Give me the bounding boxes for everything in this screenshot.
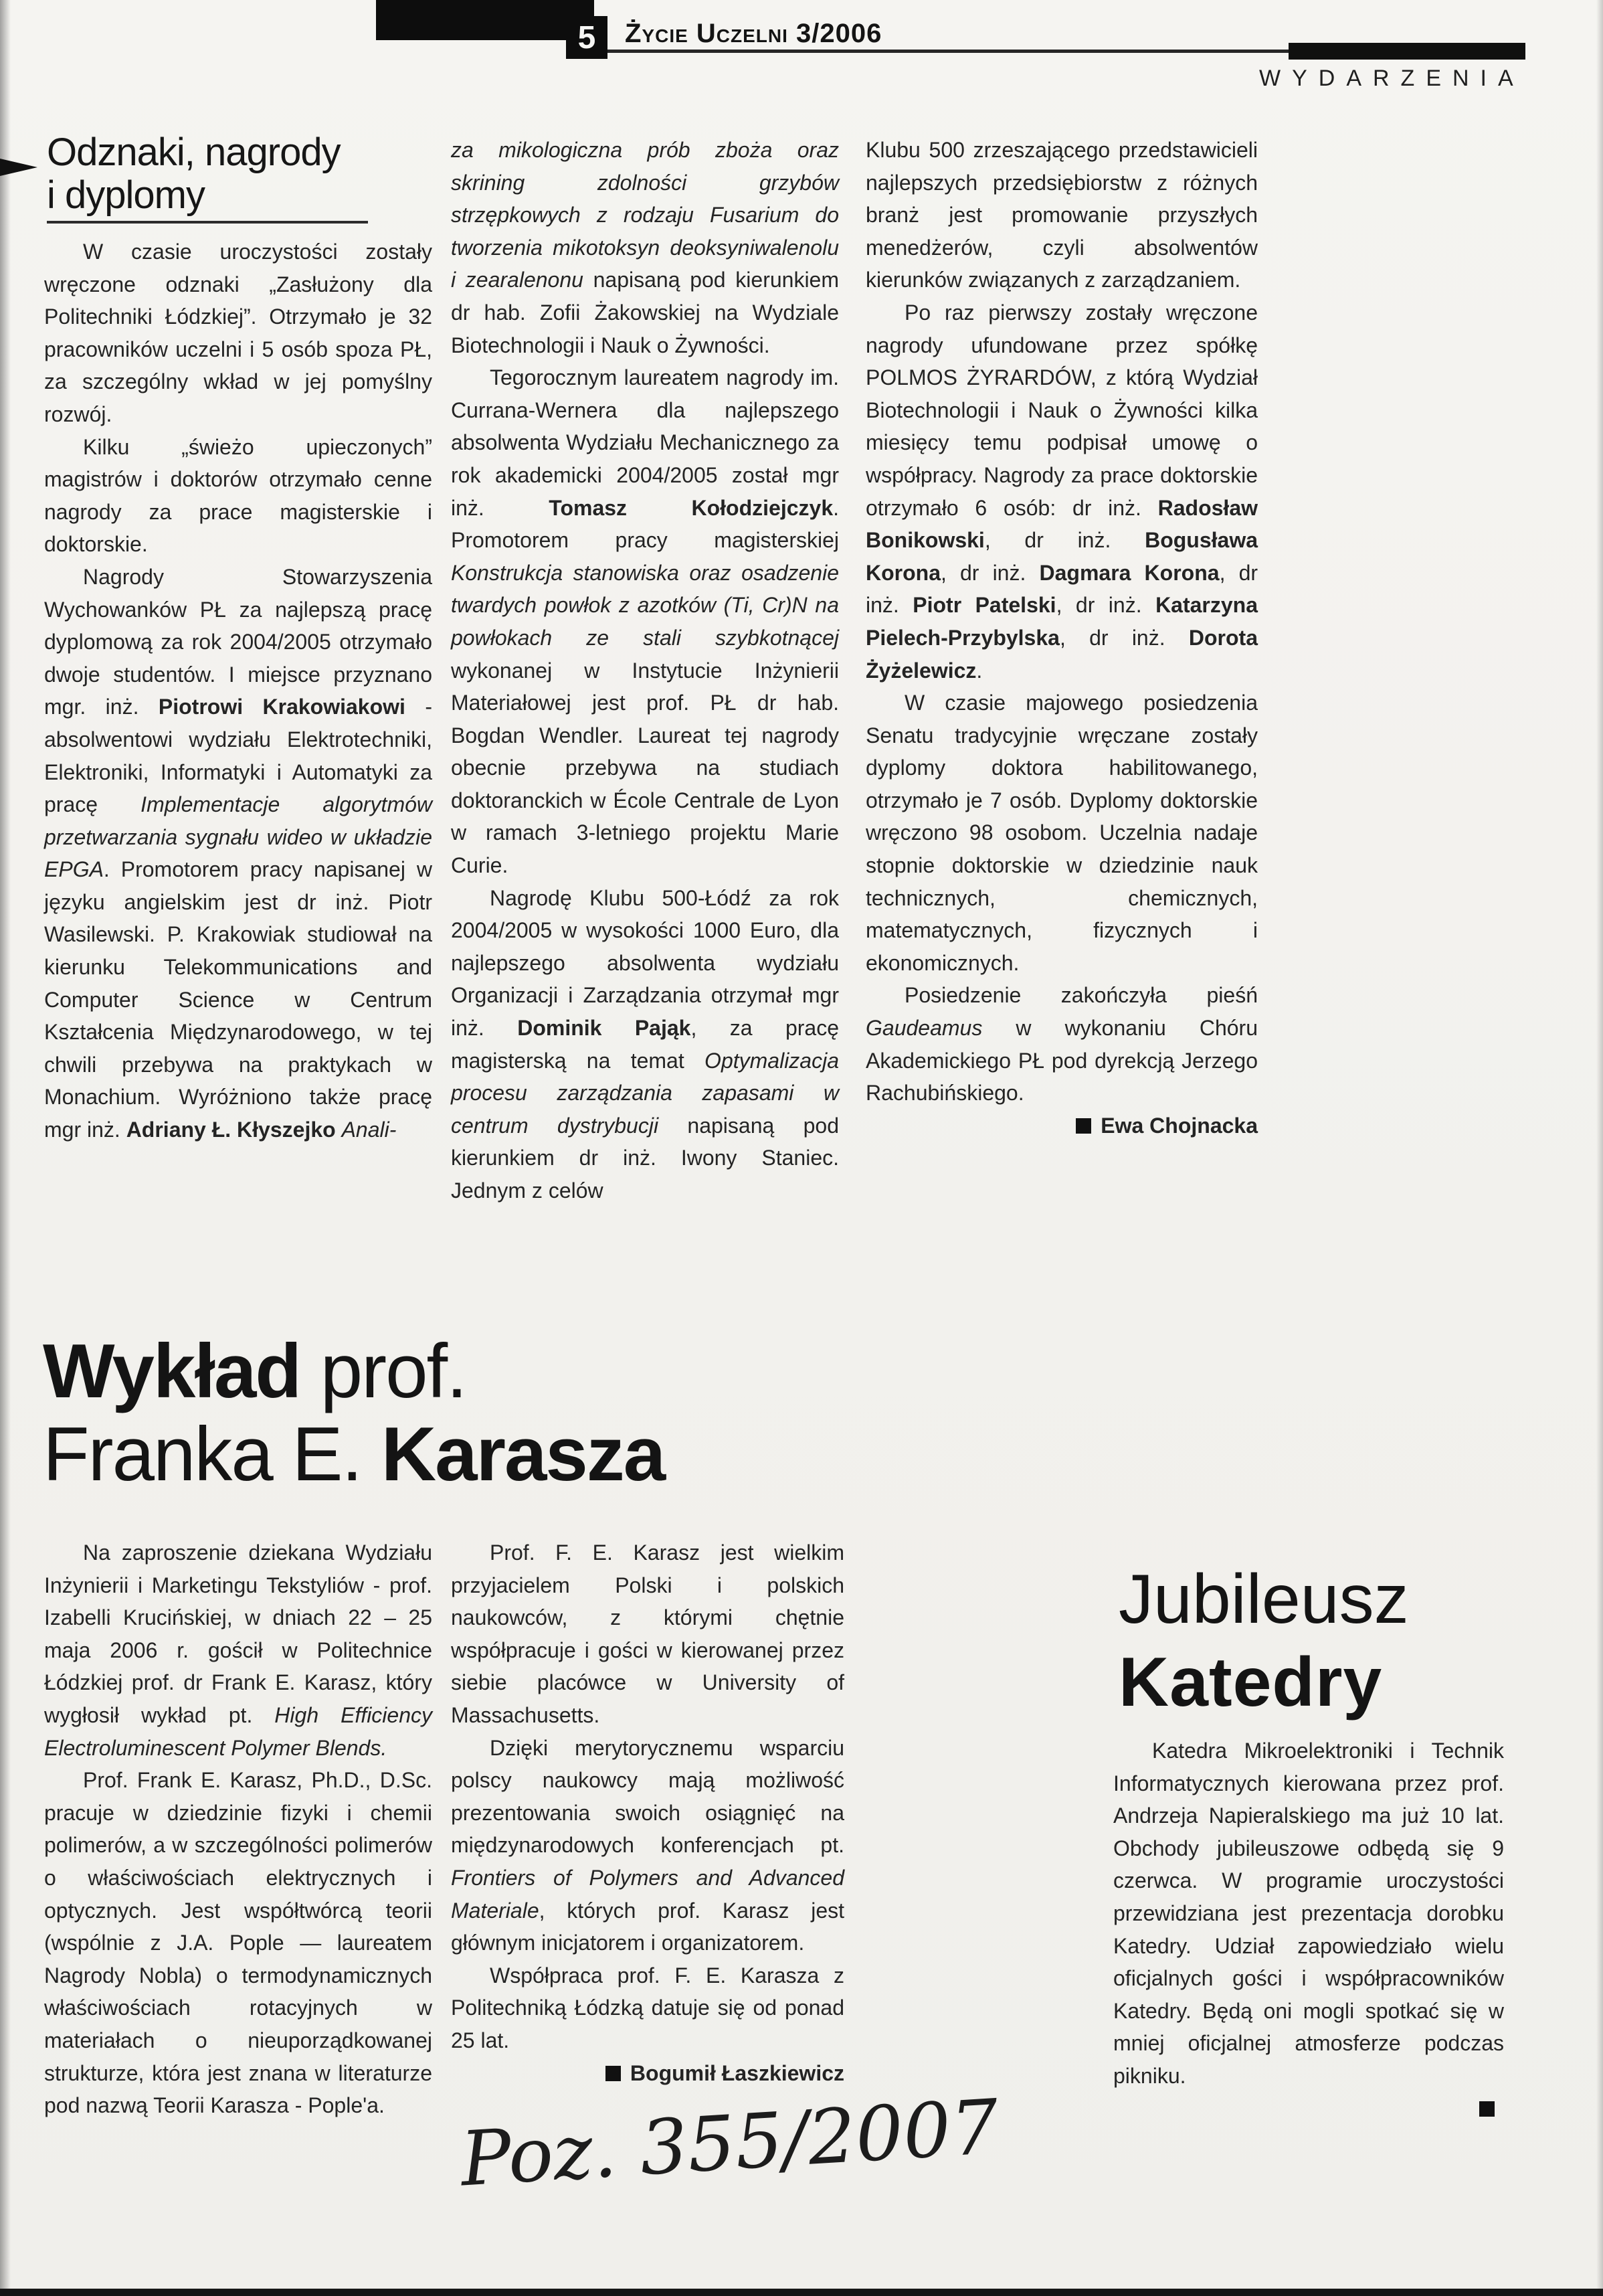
paragraph: Katedra Mikroelektroniki i Technik Informatycznych kierowana przez prof. Andrzeja Napieralskiego ma już 10 lat. Obchody jubileuszowe odbędą się 9 czerwca. W programie uroczystości przewidziana jest prezentacja dorobku Katedry. Udział zapowiedziało wielu oficjalnych gości i współpracowników Katedry. Będą oni mogli spotkać się w mniej oficjalnej atmosferze podczas pikniku. bbox=[1113, 1739, 1504, 2088]
paragraph: Nagrodę Klubu 500-Łódź za rok 2004/2005 w wysokości 1000 Euro, dla najlepszego absolwenta wydziału Organizacji i Zarządzania otrzymał mgr inż. Dominik Pająk, za pracę magisterską na temat Optymalizacja procesu zarządzania zapasami w centrum dystrybucji napisaną pod kierunkiem dr inż. Iwony Staniec. Jednym z celów bbox=[451, 885, 840, 1203]
paragraph: W czasie majowego posiedzenia Senatu tradycyjnie wręczane zostały dyplomy doktora habilitowanego, otrzymało je 7 osób. Dyplomy doktorskie wręczono 98 osobom. Uczelnia nadaje stopnie doktorskie w dziedzinie nauk technicznych, chemicznych, matematycznych, fizycznych i ekonomicznych. bbox=[866, 691, 1258, 975]
scan-edge-bottom bbox=[0, 2289, 1603, 2296]
article-lecture-headline-line2: Franka E. Karasza bbox=[43, 1412, 665, 1497]
lecture-column-2 bbox=[451, 1536, 844, 2089]
article-jubilee-headline-line2: Katedry bbox=[1119, 1644, 1383, 1721]
section-rule bbox=[1289, 43, 1525, 60]
header-rule bbox=[607, 50, 1290, 53]
paragraph: Prof. F. E. Karasz jest wielkim przyjacielem Polski i polskich naukowców, z którymi chętnie współpracuje i gości w kierowanej przez siebie placówce w University of Massachusetts. bbox=[451, 1540, 844, 1727]
paragraph: Kilku „świeżo upieczonych” magistrów i doktorów otrzymało cenne nagrody za prace magisterskie i doktorskie. bbox=[44, 434, 432, 557]
article-awards-title-line2: i dyplomy bbox=[47, 173, 205, 217]
signature-line bbox=[1113, 2093, 1504, 2125]
article-jubilee-headline-line1: Jubileusz bbox=[1119, 1561, 1409, 1638]
scan-edge-right bbox=[1596, 0, 1603, 2296]
article-jubilee-headline bbox=[1119, 1558, 1409, 1724]
awards-column-1 bbox=[44, 236, 432, 1146]
paragraph: Po raz pierwszy zostały wręczone nagrody ufundowane przez spółkę POLMOS ŻYRARDÓW, z którą Wydział Biotechnologii i Nauk o Żywności kilka miesięcy temu podpisał umowę o współpracy. Nagrody za prace doktorskie otrzymało 6 osób: dr inż. Radosław Bonikowski, dr inż. Bogusława Korona, dr inż. Dagmara Korona, dr inż. Piotr Patelski, dr inż. Katarzyna Pielech-Przybylska, dr inż. Dorota Żyżelewicz. bbox=[866, 300, 1258, 683]
margin-arrow-icon bbox=[0, 159, 37, 176]
awards-column-2 bbox=[451, 134, 839, 1207]
paragraph: Prof. Frank E. Karasz, Ph.D., D.Sc. pracuje w dziedzinie fizyki i chemii polimerów, a w szczególności polimerów o właściwościach elektrycznych i optycznych. Jest współtwórcą teorii (wspólnie z J.A. Pople — laureatem Nagrody Nobla) o termodynamicznych właściwościach rotacyjnych w materiałach o nieuporządkowanej strukturze, która jest znana w literaturze pod nazwą Teorii Karasza - Pople'a. bbox=[44, 1768, 432, 2118]
section-label: WYDARZENIA bbox=[1259, 66, 1525, 91]
signature-line: Bogumił Łaszkiewicz bbox=[451, 2057, 844, 2090]
end-marker-icon bbox=[605, 2066, 621, 2081]
end-marker-icon bbox=[1076, 1118, 1091, 1134]
paragraph: Klubu 500 zrzeszającego przedstawicieli najlepszych przedsiębiorstw z różnych branż jest promowanie przyszłych menedżerów, czyli absolwentów kierunków związanych z zarządzaniem. bbox=[866, 138, 1258, 292]
article-lecture-headline bbox=[43, 1330, 664, 1496]
paragraph: Współpraca prof. F. E. Karasza z Politechniką Łódzką datuje się od ponad 25 lat. bbox=[451, 1963, 844, 2052]
page-number-badge bbox=[566, 16, 607, 59]
lecture-column-1 bbox=[44, 1536, 432, 2122]
awards-column-3 bbox=[866, 134, 1258, 1142]
article-awards-title bbox=[47, 131, 341, 217]
article-awards-title-line1: Odznaki, nagrody bbox=[47, 130, 341, 174]
paragraph: Na zaproszenie dziekana Wydziału Inżynierii i Marketingu Tekstyliów - prof. Izabelli Krucińskiej, w dniach 22 – 25 maja 2006 r. gościł w Politechnice Łódzkiej prof. dr Frank E. Karasz, który wygłosił wykład pt. High Efficiency Electroluminescent Polymer Blends. bbox=[44, 1540, 433, 1760]
article-awards-title-rule bbox=[47, 221, 368, 224]
header-black-bar bbox=[376, 0, 594, 40]
paragraph: Posiedzenie zakończyła pieśń Gaudeamus w wykonaniu Chóru Akademickiego PŁ pod dyrekcją Jerzego Rachubińskiego. bbox=[866, 983, 1258, 1106]
paragraph: Nagrody Stowarzyszenia Wychowanków PŁ za najlepszą pracę dyplomową za rok 2004/2005 otrzymało dwoje studentów. I miejsce przyznano mgr. inż. Piotrowi Krakowiakowi - absolwentowi wydziału Elektrotechniki, Elektroniki, Informatyki i Automatyki za pracę Implementacje algorytmów przetwarzania sygnału wideo w układzie EPGA. Promotorem pracy napisanej w języku angielskim jest dr inż. Piotr Wasilewski. P. Krakowiak studiował na kierunku Telekommunications and Computer Science w Centrum Kształcenia Międzynarodowego, w tej chwili przebywa na praktykach w Monachium. Wyróżniono także pracę mgr inż. Adriany Ł. Kłyszejko Anali- bbox=[44, 564, 432, 1142]
paragraph: Tegorocznym laureatem nagrody im. Currana-Wernera dla najlepszego absolwenta Wydziału Mechanicznego za rok akademicki 2004/2005 został mgr inż. Tomasz Kołodziejczyk. Promotorem pracy magisterskiej Konstrukcja stanowiska oraz osadzenie twardych powłok z azotków (Ti, Cr)N na powłokach ze stali szybkotnącej wykonanej w Instytucie Inżynierii Materiałowej jest prof. PŁ dr hab. Bogdan Wendler. Laureat tej nagrody obecnie przebywa na studiach doktoranckich w École Centrale de Lyon w ramach 3-letniego projektu Marie Curie. bbox=[451, 365, 839, 878]
scan-edge-left bbox=[0, 0, 11, 2296]
article-lecture-headline-line1: Wykład prof. bbox=[43, 1329, 466, 1414]
page-number: 5 bbox=[577, 19, 596, 56]
paragraph: Dzięki merytorycznemu wsparciu polscy naukowcy mają możliwość prezentowania swoich osiągnięć na międzynarodowych konferencjach pt. Frontiers of Polymers and Advanced Materiale, których prof. Karasz jest głównym inicjatorem i organizatorem. bbox=[451, 1735, 844, 1955]
handwritten-annotation: Poz. 355/2007 bbox=[458, 2083, 1002, 2204]
journal-title: Życie Uczelni 3/2006 bbox=[625, 19, 882, 48]
paragraph: za mikologiczna prób zboża oraz skrining zdolności grzybów strzępkowych z rodzaju Fusarium do tworzenia mikotoksyn deoksyniwalenolu i zearalenonu napisaną pod kierunkiem dr hab. Zofii Żakowskiej na Wydziale Biotechnologii i Nauk o Żywności. bbox=[451, 138, 839, 357]
jubilee-column bbox=[1113, 1735, 1504, 2125]
signature-line: Ewa Chojnacka bbox=[866, 1110, 1258, 1142]
end-marker-icon bbox=[1479, 2101, 1495, 2117]
paragraph: W czasie uroczystości zostały wręczone odznaki „Zasłużony dla Politechniki Łódzkiej”. Otrzymało je 32 pracowników uczelni i 5 osób spoza PŁ, za szczególny wkład w jej pomyślny rozwój. bbox=[44, 240, 432, 426]
